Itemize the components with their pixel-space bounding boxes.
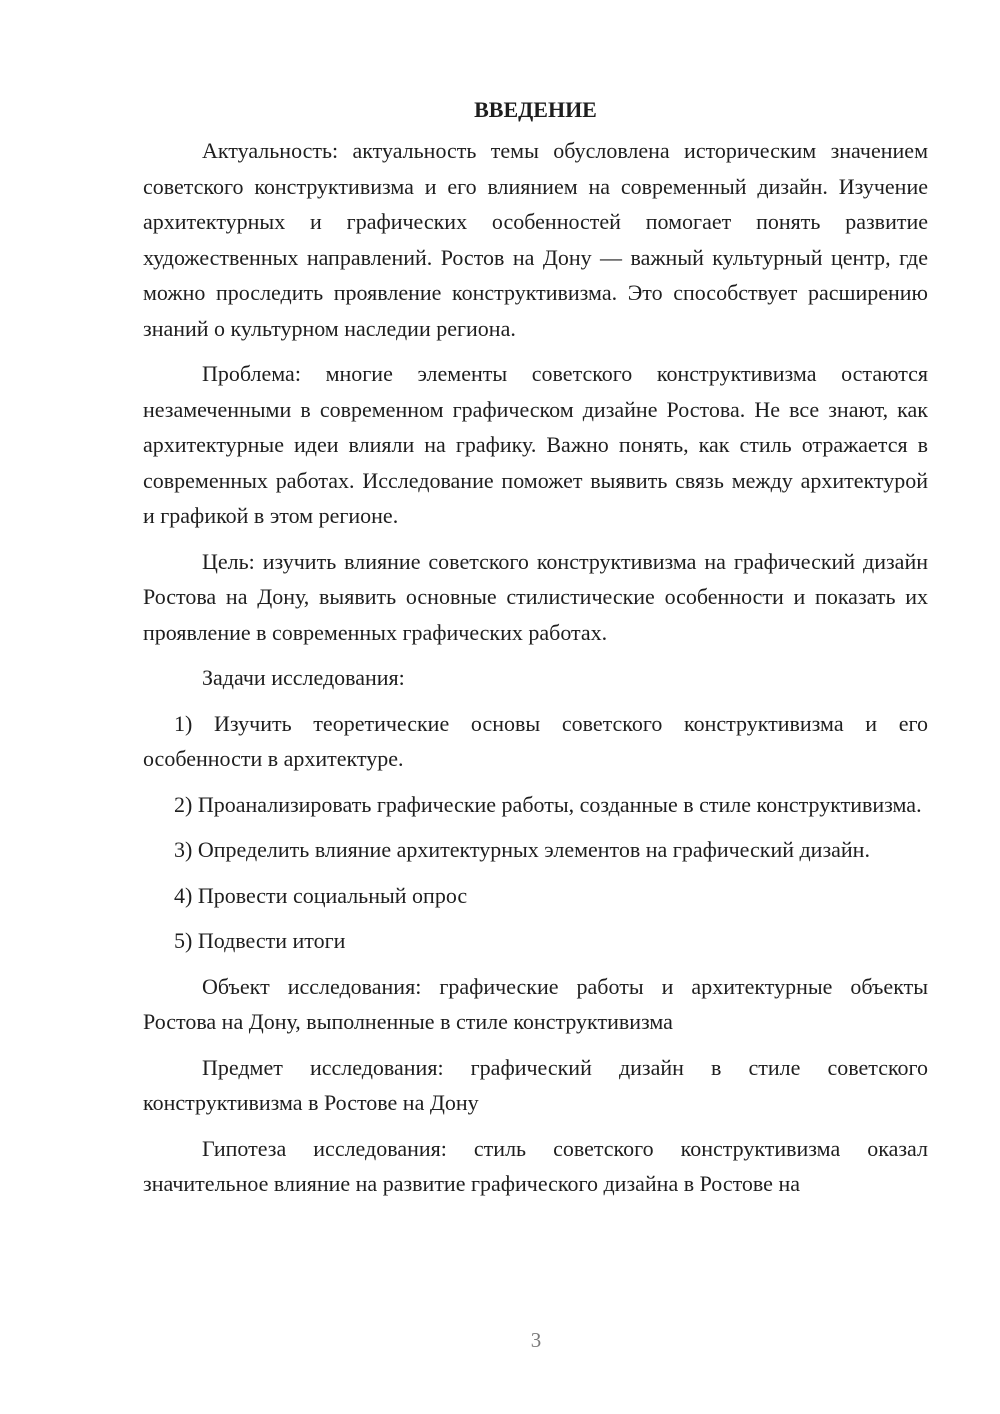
paragraph-hypothesis: Гипотеза исследования: стиль советского конструктивизма оказал значительное влияние на развитие графического дизайна в Ростове на [143, 1135, 928, 1196]
paragraph-object: Объект исследования: графические работы и архитектурные объекты Ростова на Дону, выполненные в стиле конструктивизма [143, 973, 928, 1034]
paragraph-subject: Предмет исследования: графический дизайн в стиле советского конструктивизма в Ростове на Дону [143, 1054, 928, 1115]
task-item-3: 3) Определить влияние архитектурных элементов на графический дизайн. [174, 837, 870, 862]
paragraph-goal: Цель: изучить влияние советского конструктивизма на графический дизайн Ростова на Дону, выявить основные стилистические особенности и показать их проявление в современных графических работах. [143, 548, 928, 645]
tasks-heading: Задачи исследования: [202, 665, 405, 690]
task-item-5: 5) Подвести итоги [174, 928, 346, 953]
page-number: 3 [530, 1328, 542, 1352]
section-heading: ВВЕДЕНИЕ [474, 97, 597, 122]
document-page [143, 92, 928, 1202]
paragraph-problem: Проблема: многие элементы советского конструктивизма остаются незамеченными в современном графическом дизайне Ростова. Не все знают, как архитектурные идеи влияли на графику. Важно понять, как стиль отражается в современных работах. Исследование поможет выявить связь между архитектурой и графикой в этом регионе. [143, 361, 928, 528]
paragraph-relevance: Актуальность: актуальность темы обусловлена историческим значением советского конструктивизма и его влиянием на современный дизайн. Изучение архитектурных и графических особенностей помогает понять развитие художественных направлений. Ростов на Дону — важный культурный центр, где можно проследить проявление конструктивизма. Это способствует расширению знаний о культурном наследии региона. [143, 138, 928, 341]
task-item-4: 4) Провести социальный опрос [174, 882, 468, 908]
task-item-2: 2) Проанализировать графические работы, созданные в стиле конструктивизма. [174, 791, 922, 817]
task-item-1: 1) Изучить теоретические основы советского конструктивизма и его особенности в архитектуре. [143, 710, 928, 771]
